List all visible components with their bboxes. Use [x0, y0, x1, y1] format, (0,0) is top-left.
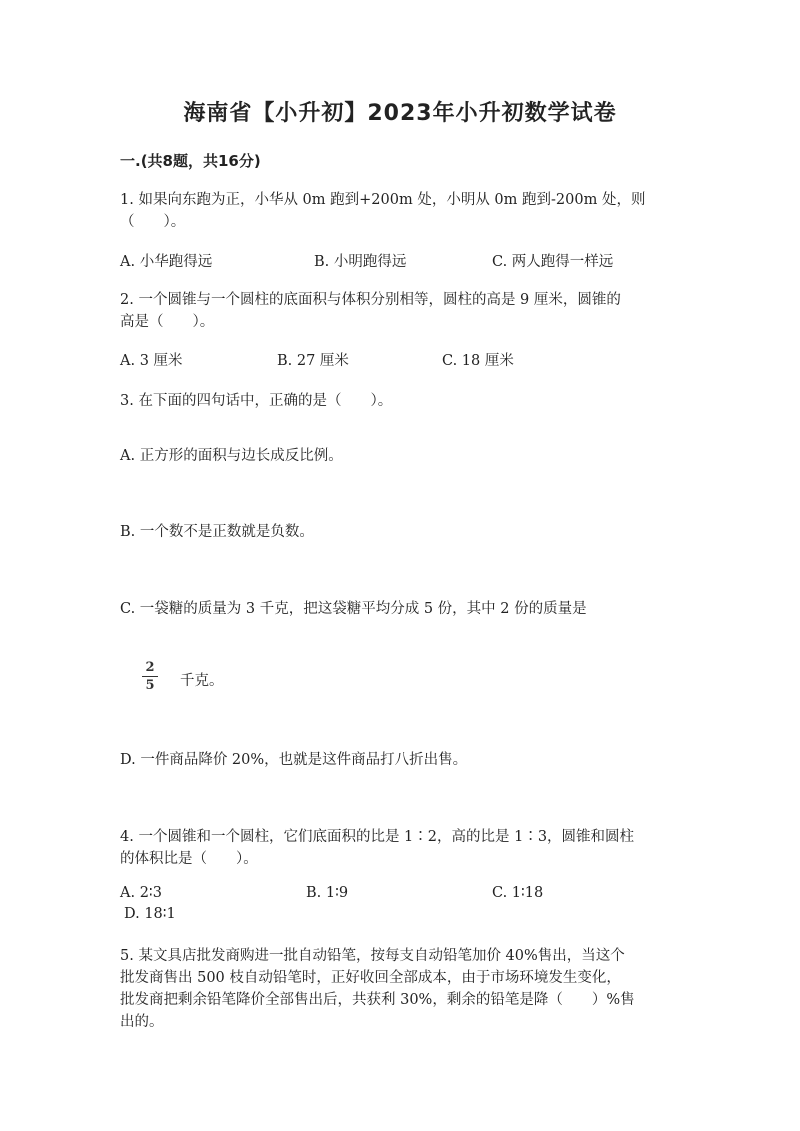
question-1-option-b: B. 小明跑得远	[314, 254, 407, 270]
section-heading: 一.(共8题，共16分)	[120, 152, 261, 170]
question-3-option-b: B. 一个数不是正数就是负数。	[120, 524, 314, 540]
fraction-denominator: 5	[145, 678, 155, 693]
page-title: 海南省【小升初】2023年小升初数学试卷	[183, 101, 617, 126]
question-2-option-c: C. 18 厘米	[442, 353, 514, 369]
question-4-option-b: B. 1∶9	[306, 885, 349, 901]
question-1-option-a: A. 小华跑得远	[120, 254, 213, 270]
question-4-option-d: D. 18∶1	[124, 906, 176, 922]
question-1-line-2: （ ）。	[120, 214, 186, 230]
question-4-option-a: A. 2∶3	[120, 885, 162, 901]
question-3-option-c: C. 一袋糖的质量为 3 千克，把这袋糖平均分成 5 份，其中 2 份的质量是	[120, 601, 587, 617]
fraction-two-fifths	[141, 660, 159, 693]
question-5-line-4: 出的。	[120, 1014, 164, 1030]
fraction-numerator: 2	[145, 660, 155, 675]
question-2-option-b: B. 27 厘米	[277, 353, 349, 369]
question-3-option-c-suffix: 千克。	[180, 673, 224, 689]
question-5-line-1: 5. 某文具店批发商购进一批自动铅笔，按每支自动铅笔加价 40%售出，当这个	[120, 948, 625, 964]
question-4-line-1: 4. 一个圆锥和一个圆柱，它们底面积的比是 1∶2，高的比是 1∶3，圆锥和圆柱	[120, 829, 635, 845]
question-3-option-d: D. 一件商品降价 20%，也就是这件商品打八折出售。	[120, 752, 468, 768]
question-1-line-1: 1. 如果向东跑为正，小华从 0m 跑到+200m 处，小明从 0m 跑到-200m 处，则	[120, 192, 646, 208]
question-4-line-2: 的体积比是（ ）。	[120, 851, 258, 867]
question-3-line-1: 3. 在下面的四句话中，正确的是（ ）。	[120, 393, 393, 409]
question-2-option-a: A. 3 厘米	[120, 353, 183, 369]
question-3-option-a: A. 正方形的面积与边长成反比例。	[120, 448, 343, 464]
fraction-bar	[142, 676, 158, 677]
question-2-line-1: 2. 一个圆锥与一个圆柱的底面积与体积分别相等，圆柱的高是 9 厘米，圆锥的	[120, 292, 621, 308]
question-4-option-c: C. 1∶18	[492, 885, 544, 901]
question-5-line-2: 批发商售出 500 枝自动铅笔时，正好收回全部成本，由于市场环境发生变化，	[120, 970, 621, 986]
question-1-option-c: C. 两人跑得一样远	[492, 254, 614, 270]
question-5-line-3: 批发商把剩余铅笔降价全部售出后，共获利 30%，剩余的铅笔是降（ ）%售	[120, 992, 635, 1008]
question-2-line-2: 高是（ ）。	[120, 314, 215, 330]
